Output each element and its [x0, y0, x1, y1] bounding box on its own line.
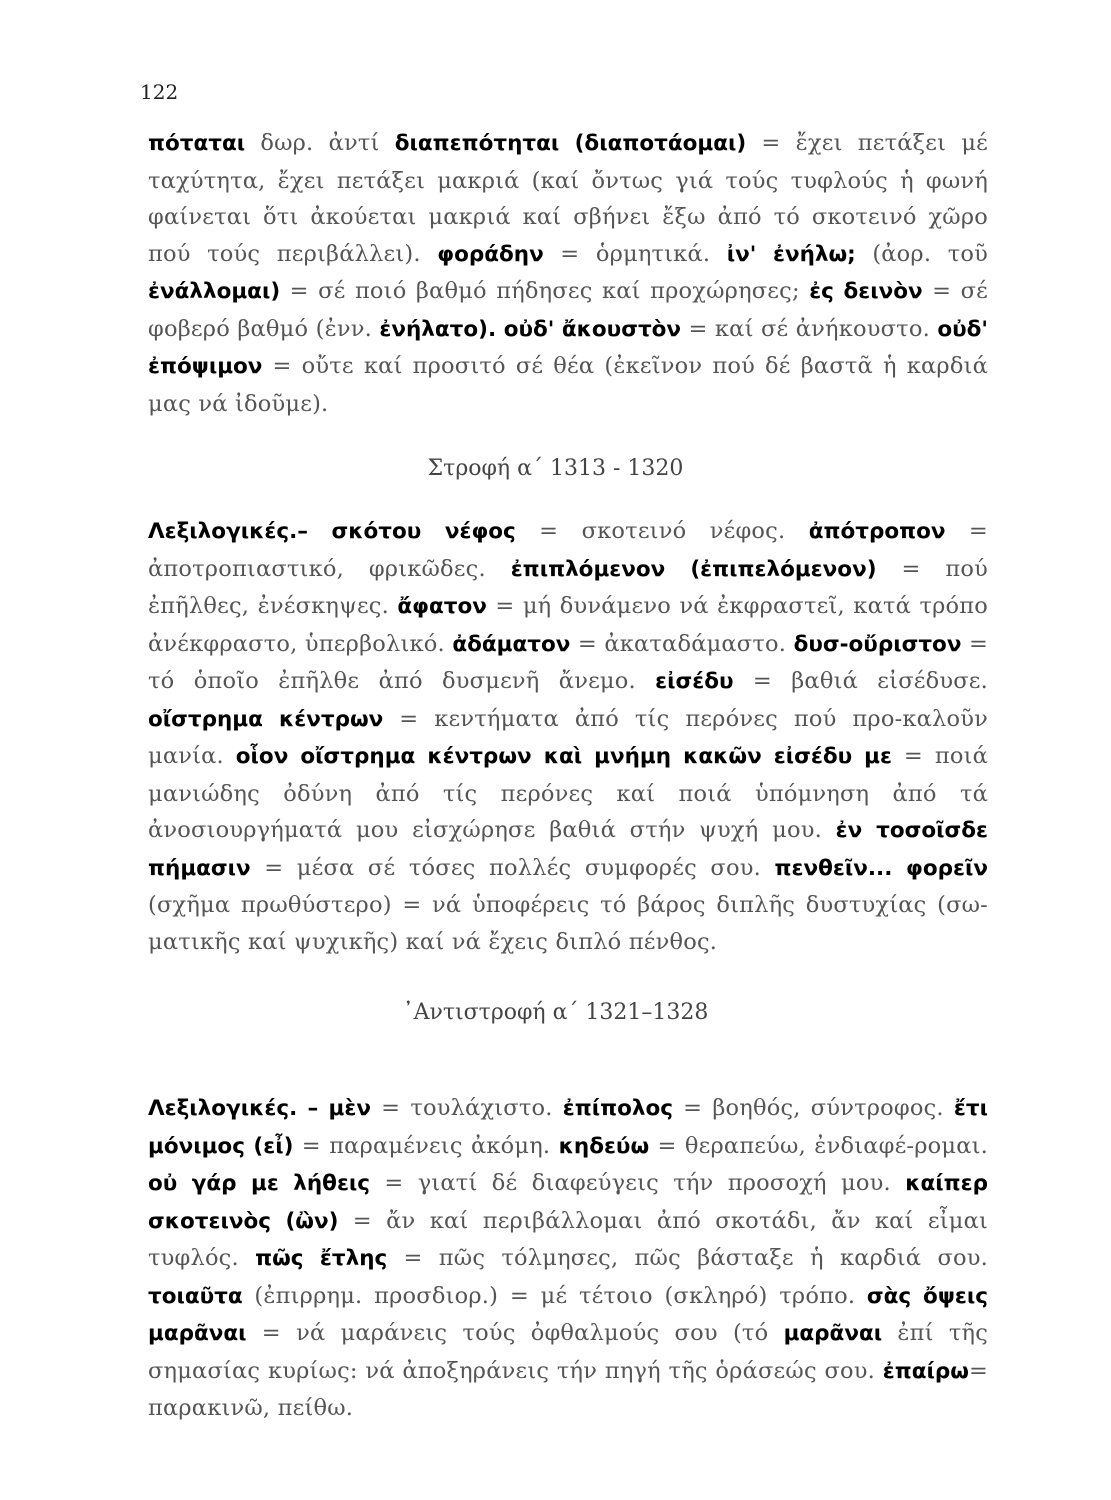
glossary-headword: ἐπιπλόμενον (ἐπιπελόμενον) — [510, 556, 877, 582]
glossary-headword: δυσ-οὔριστον — [793, 631, 962, 657]
glossary-definition: = κεντήματα ἀπό τίς περόνες πού προ-καλοῦν μανία. — [148, 705, 988, 769]
glossary-headword: μαρᾶναι — [783, 1321, 883, 1346]
glossary-definition: = γιατί δέ διαφεύγεις τήν προσοχή μου. — [370, 1170, 906, 1196]
glossary-headword: φοράδην — [437, 241, 544, 267]
glossary-definition: (ἐπιρρημ. προσδιορ.) = μέ τέτοιο (σκληρό) τρόπο. — [242, 1282, 867, 1309]
glossary-headword: κηδεύω — [558, 1133, 650, 1159]
glossary-definition: = ὁρμητικά. — [543, 240, 727, 267]
glossary-definition: = ἄν καί περιβάλλομαι ἀπό σκοτάδι, ἄν καί εἶμαι τυφλός. — [148, 1207, 988, 1271]
glossary-headword: πῶς ἔτλης — [255, 1246, 388, 1271]
glossary-definition: = σέ φοβερό βαθμό (ἐνν. — [148, 278, 988, 342]
glossary-definition: = παρακινῶ, πείθω. — [148, 1357, 988, 1421]
glossary-headword: πόταται — [148, 131, 246, 156]
glossary-definition: (ἀορ. τοῦ — [855, 240, 989, 267]
glossary-headword: ἀδάματον — [452, 631, 571, 657]
glossary-headword: πενθεῖν... φορεῖν — [774, 855, 988, 881]
glossary-definition: = σέ ποιό βαθμό πήδησες καί προχώρησες; — [280, 278, 810, 304]
antistrophe-glossary-paragraph — [148, 1090, 988, 1427]
strophe-heading: Στροφή α΄ 1313 - 1320 — [427, 456, 684, 481]
glossary-definition: = βαθιά εἰσέδυσε. — [733, 668, 988, 694]
glossary-definition: = παραμένεις ἀκόμη. — [293, 1132, 559, 1159]
glossary-headword: ἐν τοσοῖσδε πήμασιν — [148, 818, 988, 881]
glossary-headword: ἐνάλλομαι) — [148, 279, 281, 304]
glossary-headword: ἄφατον — [397, 594, 487, 619]
page-number: 122 — [140, 80, 179, 104]
glossary-headword: Λεξιλογικές. – μὲν — [148, 1096, 371, 1121]
glossary-definition: = πού ἐπῆλθες, ἐνέσκηψες. — [148, 555, 989, 619]
glossary-definition: = ἀποτροπιαστικό, φρικῶδες. — [148, 518, 988, 582]
glossary-headword: ἐνήλατο). οὐδ' ἄκουστὸν — [379, 316, 682, 342]
glossary-definition: = μή δυνάμενο νά ἐκφραστεῖ, κατά τρόπο ἀνέκφραστο, ὑπερβολικό. — [148, 593, 988, 657]
glossary-definition: = μέσα σέ τόσες πολλές συμφορές σου. — [250, 854, 775, 881]
glossary-definition: = καί σέ ἀνήκουστο. — [681, 315, 938, 342]
glossary-definition: = βοηθός, σύντροφος. — [673, 1095, 954, 1121]
glossary-headword: ἔτι μόνιμος (εἶ) — [148, 1096, 988, 1159]
glossary-definition: = πῶς τόλμησες, πῶς βάσταξε ἡ καρδιά σου. — [387, 1245, 988, 1271]
glossary-headword: οὐδ' ἐπόψιμον — [148, 316, 988, 379]
glossary-definition: = ἔχει πετάξει μέ ταχύτητα, ἔχει πετάξει μακριά (καί ὄντως γιά τούς τυφλούς ἡ φωνή φαίνεται ὅτι ἀκούεται μακριά καί σβήνει ἔξω ἀπό τό σκοτεινό χῶρο πού τούς περιβάλλει). — [148, 130, 988, 267]
glossary-headword: εἰσέδυ — [655, 669, 734, 694]
glossary-definition: = ἀκαταδάμαστο. — [570, 630, 794, 657]
glossary-headword: διαπεπότηται (διαποτάομαι) — [394, 131, 747, 156]
glossary-headword: ἀπότροπον — [808, 519, 946, 544]
glossary-headword: σὰς ὄψεις μαρᾶναι — [148, 1283, 988, 1346]
glossary-definition: δωρ. ἀντί — [245, 130, 395, 156]
glossary-headword: οὐ γάρ με λήθεις — [148, 1171, 371, 1196]
antistrophe-heading: ᾿Αντιστροφή α΄ 1321–1328 — [402, 1000, 709, 1025]
glossary-headword: καίπερ σκοτεινὸς (ὢν) — [148, 1171, 988, 1234]
glossary-definition: = σκοτεινό νέφος. — [515, 518, 809, 544]
glossary-definition: (σχῆμα πρωθύστερο) = νά ὑποφέρεις τό βάρος διπλῆς δυστυχίας (σω-ματικῆς καί ψυχικῆς) καί νά ἔχεις διπλό πένθος. — [148, 892, 988, 955]
glossary-headword: οἴστρημα κέντρων — [148, 706, 384, 732]
glossary-definition: = τουλάχιστο. — [370, 1095, 563, 1121]
glossary-headword: ἐπαίρω — [882, 1358, 969, 1384]
glossary-definition: = τό ὁποῖο ἐπῆλθε ἀπό δυσμενῆ ἄνεμο. — [148, 630, 988, 694]
glossary-headword: Λεξιλογικές.– σκότου νέφος — [148, 519, 516, 544]
glossary-definition: = νά μαράνεις τούς ὀφθαλμούς σου (τό — [246, 1320, 784, 1346]
glossary-headword: τοιαῦτα — [148, 1283, 243, 1309]
glossary-headword: ἰν' ἐνήλω; — [726, 241, 856, 267]
glossary-definition: = οὔτε καί προσιτό σέ θέα (ἐκεῖνον πού δέ βαστᾶ ἡ καρδιά μας νά ἰδοῦμε). — [148, 353, 988, 417]
glossary-headword: ἐπίπολος — [562, 1096, 674, 1121]
glossary-definition: = ποιά μανιώδης ὀδύνη ἀπό τίς περόνες καί ποιά ὑπόμνηση ἀπό τά ἀνοσιουργήματά μου εἰσχώρησε βαθιά στήν ψυχή μου. — [148, 743, 988, 843]
glossary-definition: = θεραπεύω, ἐνδιαφέ-ρομαι. — [649, 1132, 988, 1159]
glossary-definition: ἐπί τῆς σημασίας κυρίως: νά ἀποξηράνεις τήν πηγή τῆς ὁράσεώς σου. — [148, 1320, 988, 1384]
strophe-glossary-paragraph — [148, 513, 988, 960]
glossary-headword: οἷον οἴστρημα κέντρων καὶ μνήμη κακῶν εἰσέδυ με — [235, 744, 892, 769]
glossary-headword: ἐς δεινὸν — [809, 279, 923, 304]
intro-glossary-paragraph — [148, 125, 988, 422]
